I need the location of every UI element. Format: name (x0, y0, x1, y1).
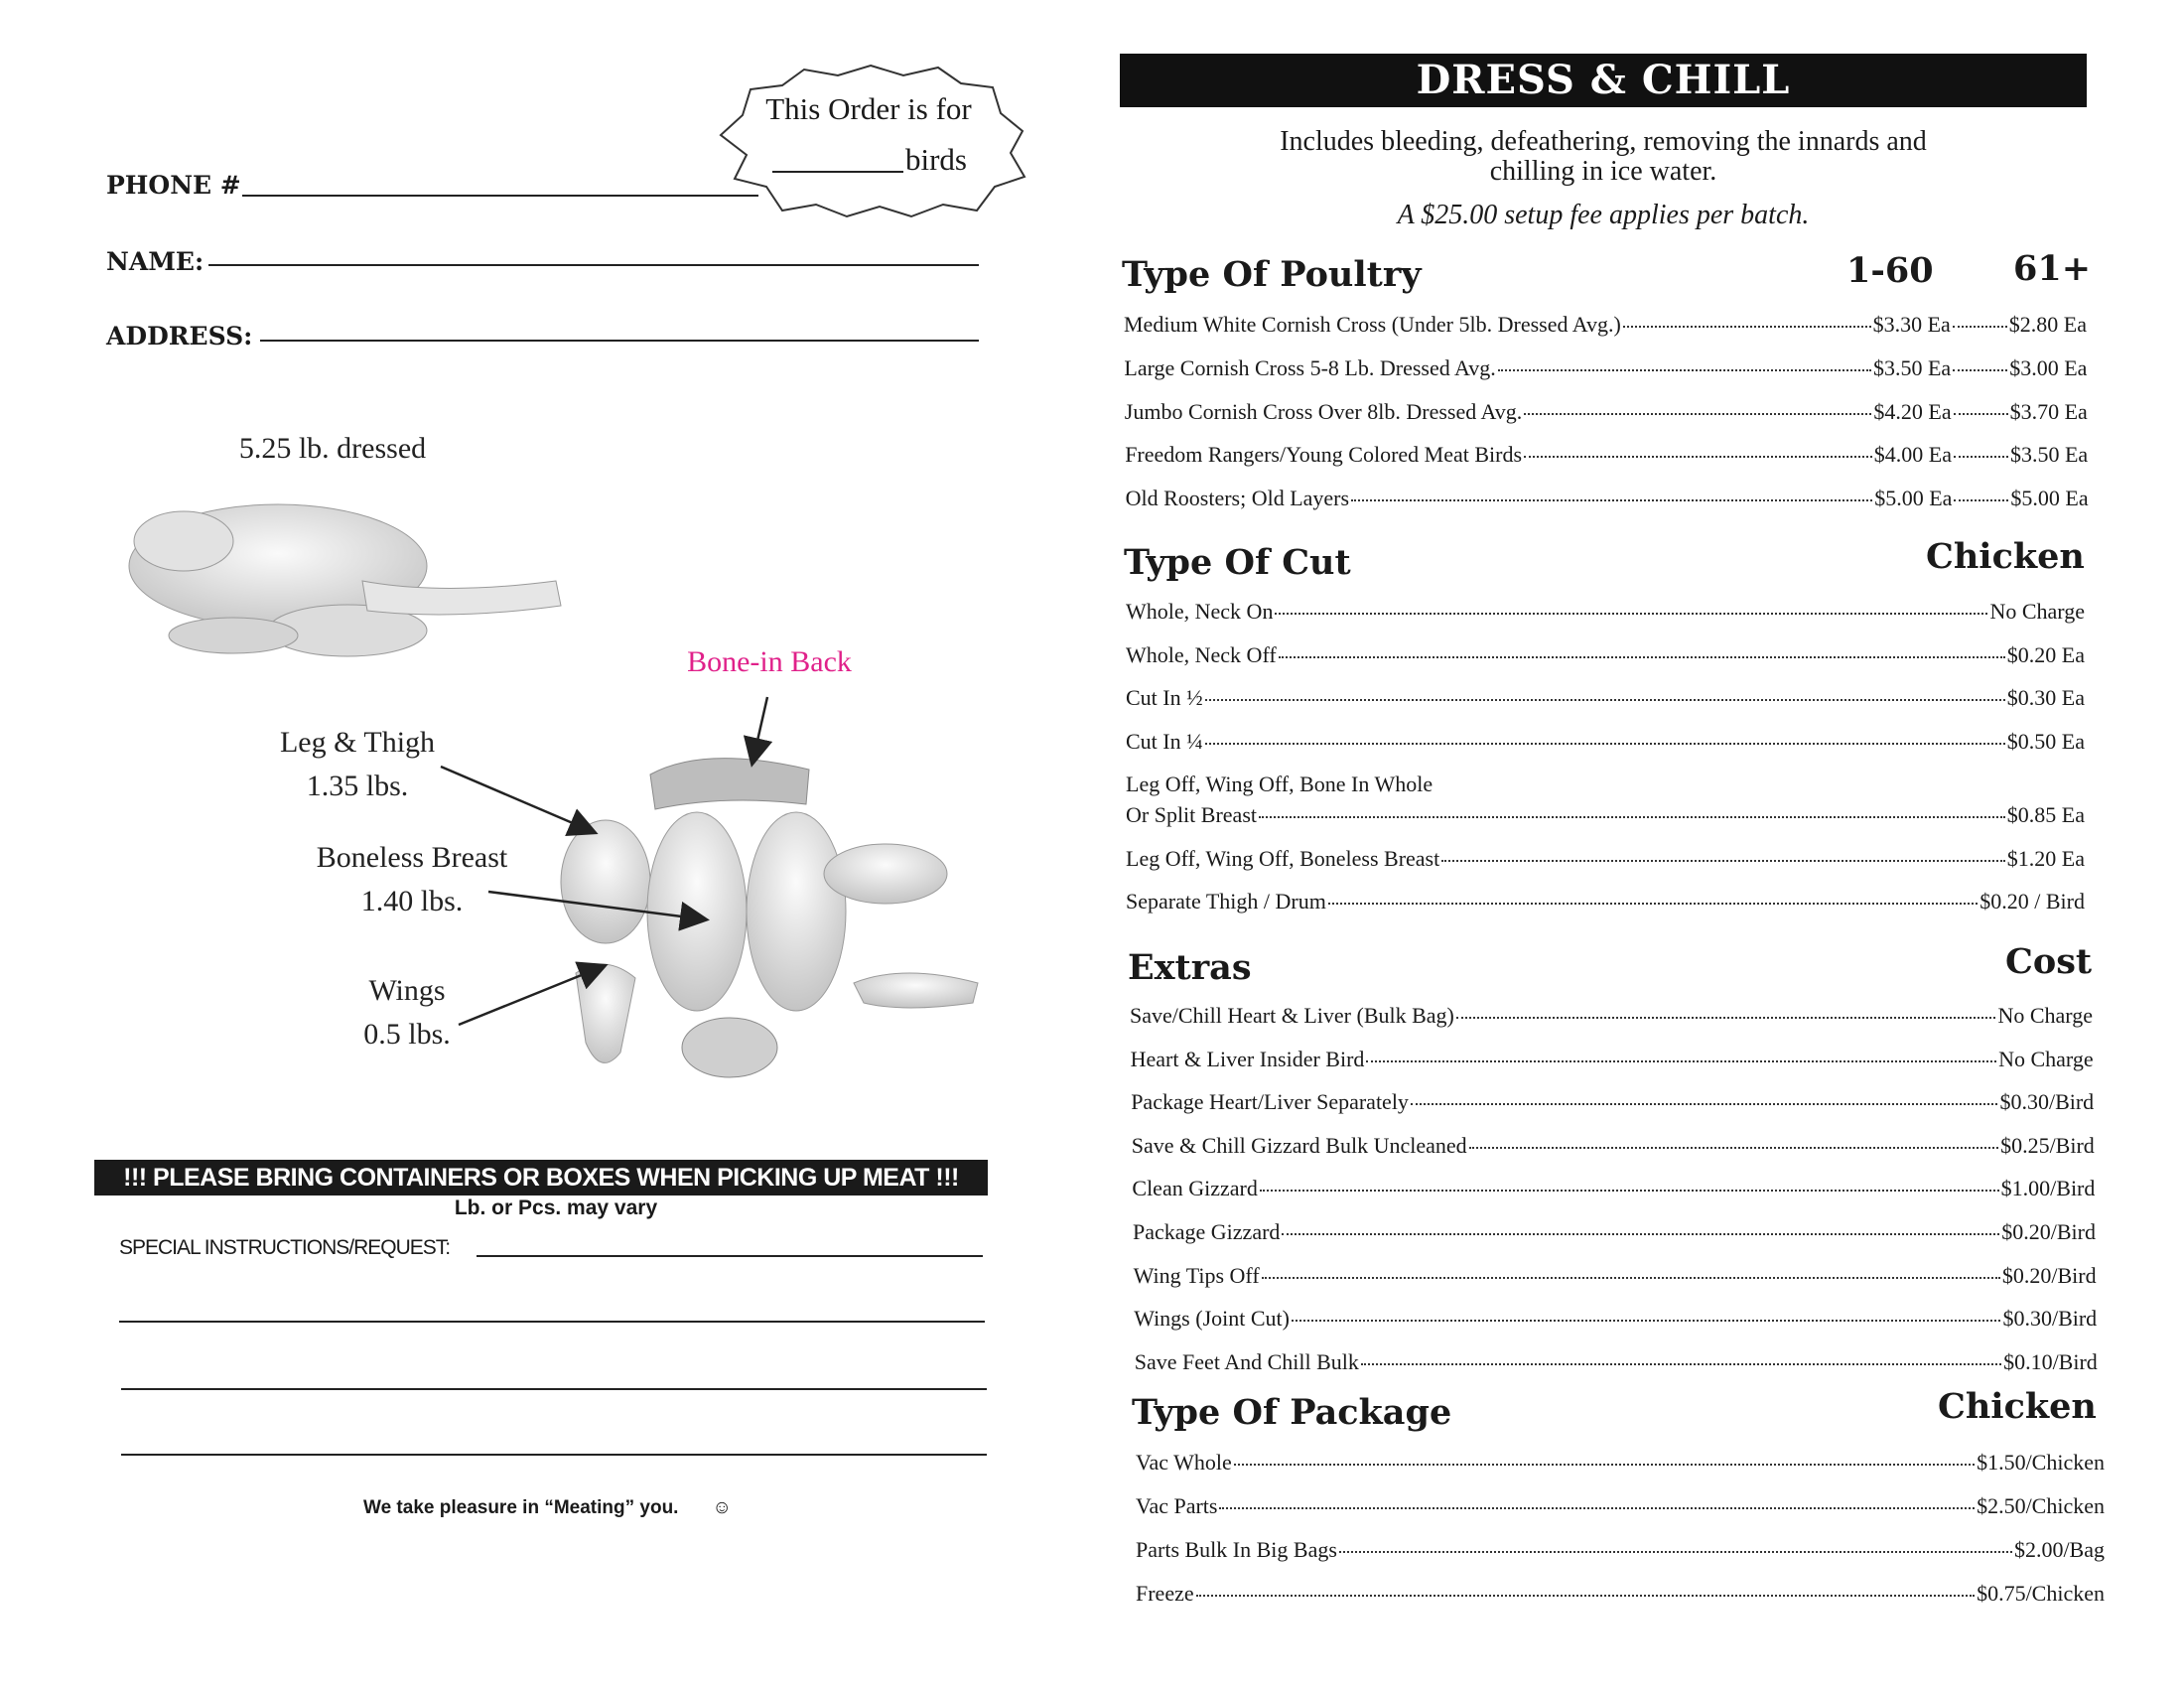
dot-leader (1456, 1017, 1996, 1019)
dot-leader (1441, 860, 2005, 862)
dot-leader (1524, 413, 1871, 415)
poultry-col-61-plus: 61+ (2013, 248, 2092, 289)
poultry-row (1126, 486, 2089, 511)
cut-row (1126, 729, 2085, 755)
dress-chill-title: DRESS & CHILL (1120, 54, 2087, 107)
poultry-price-61-plus: $3.70 Ea (2009, 399, 2088, 424)
dot-leader (1524, 456, 1872, 458)
cut-name: Cut In ¼ (1126, 729, 1203, 754)
package-row (1136, 1581, 2105, 1607)
name-label: NAME: (106, 247, 205, 276)
dot-leader (1259, 816, 2005, 818)
extras-heading: Extras (1128, 947, 1252, 988)
cut-price: $0.85 Ea (2006, 802, 2085, 827)
extra-name: Save & Chill Gizzard Bulk Uncleaned (1131, 1132, 1467, 1158)
dot-leader (1328, 903, 1978, 905)
bird-count-blank[interactable] (772, 171, 903, 173)
wings-label: Wings 0.5 lbs. (363, 974, 451, 1051)
dot-leader (1234, 1464, 1975, 1466)
whole-chicken-image (114, 487, 571, 685)
extra-price: No Charge (1998, 1046, 2094, 1071)
extra-price: $0.30/Bird (1999, 1089, 2095, 1115)
dot-leader (1498, 369, 1871, 371)
package-price: $2.00/Bag (2013, 1537, 2105, 1562)
cut-name: Whole, Neck On (1126, 599, 1274, 624)
dot-leader (1351, 499, 1872, 501)
extra-name: Wing Tips Off (1133, 1262, 1260, 1288)
poultry-price-61-plus: $5.00 Ea (2010, 486, 2089, 510)
extra-name: Clean Gizzard (1132, 1176, 1258, 1201)
package-name: Vac Whole (1136, 1450, 1232, 1475)
extra-row (1133, 1219, 2096, 1245)
dot-leader (1361, 1363, 2001, 1365)
dot-leader (1205, 699, 2005, 701)
package-col-chicken: Chicken (1938, 1386, 2097, 1427)
extra-row (1130, 1003, 2093, 1029)
dot-leader (1469, 1147, 1998, 1149)
address-field[interactable] (260, 340, 979, 342)
package-name: Freeze (1136, 1581, 1194, 1606)
containers-notice-banner: !!! PLEASE BRING CONTAINERS OR BOXES WHEN PICKING UP MEAT !!! (94, 1160, 988, 1196)
package-name: Vac Parts (1136, 1493, 1218, 1518)
dot-leader (1954, 413, 2008, 415)
special-instructions-label: SPECIAL INSTRUCTIONS/REQUEST: (119, 1236, 451, 1259)
extra-row (1135, 1349, 2098, 1375)
extra-price: $1.00/Bird (2000, 1176, 2096, 1201)
extra-price: No Charge (1997, 1003, 2093, 1028)
cut-row (1126, 599, 2085, 625)
name-field[interactable] (208, 264, 979, 266)
order-count-badge (713, 62, 1028, 220)
leg-thigh-label: Leg & Thigh 1.35 lbs. (279, 726, 436, 802)
package-row (1136, 1537, 2105, 1563)
dot-leader (1366, 1060, 1996, 1062)
badge-text-line1: This Order is for (765, 91, 972, 126)
special-instructions-line-3[interactable] (121, 1388, 987, 1390)
phone-field[interactable] (242, 195, 758, 197)
dot-leader (1196, 1595, 1975, 1597)
cut-price: No Charge (1989, 599, 2085, 624)
service-description: Includes bleeding, defeathering, removing the innards and chilling in ice water. (1280, 126, 1927, 187)
extra-name: Wings (Joint Cut) (1134, 1306, 1290, 1332)
cut-price: $0.50 Ea (2006, 729, 2085, 754)
extra-row (1134, 1306, 2097, 1332)
smiley-icon: ☺ (712, 1497, 732, 1518)
dot-leader (1953, 369, 2007, 371)
poultry-price-61-plus: $3.50 Ea (2009, 442, 2089, 467)
cut-name: Whole, Neck Off (1126, 642, 1277, 667)
cut-price: $1.20 Ea (2006, 846, 2085, 871)
dot-leader (1954, 499, 2008, 501)
cut-row (1126, 802, 2085, 828)
extra-row (1132, 1176, 2095, 1201)
cut-name: Or Split Breast (1126, 802, 1257, 827)
poultry-name: Large Cornish Cross 5-8 Lb. Dressed Avg. (1124, 355, 1496, 380)
breast-label: Boneless Breast 1.40 lbs. (316, 841, 508, 917)
extra-row (1131, 1047, 2094, 1072)
poultry-price-1-60: $3.30 Ea (1872, 312, 1951, 337)
phone-label: PHONE # (106, 171, 241, 200)
poultry-price-61-plus: $3.00 Ea (2009, 355, 2088, 380)
bone-in-back-label: Bone-in Back (687, 645, 852, 678)
poultry-heading: Type Of Poultry (1122, 254, 1422, 295)
cut-row (1126, 642, 2085, 668)
setup-fee-note: A $25.00 setup fee applies per batch. (1397, 200, 1810, 230)
package-price: $2.50/Chicken (1977, 1493, 2105, 1518)
cut-name: Cut In ½ (1126, 685, 1203, 710)
cut-price: $0.20 Ea (2006, 642, 2085, 667)
cut-price: $0.30 Ea (2006, 685, 2085, 710)
dot-leader (1282, 1233, 1999, 1235)
package-row (1136, 1450, 2105, 1476)
extra-price: $0.30/Bird (2002, 1306, 2098, 1332)
poultry-name: Old Roosters; Old Layers (1125, 486, 1350, 510)
dot-leader (1623, 326, 1871, 328)
dot-leader (1411, 1103, 1998, 1105)
poultry-name: Jumbo Cornish Cross Over 8lb. Dressed Avg. (1124, 399, 1523, 424)
cut-parts-image (437, 685, 993, 1092)
cut-row (1126, 846, 2085, 872)
package-heading: Type Of Package (1132, 1392, 1452, 1433)
poultry-name: Freedom Rangers/Young Colored Meat Birds (1125, 442, 1523, 467)
poultry-name: Medium White Cornish Cross (Under 5lb. Dressed Avg.) (1124, 312, 1621, 337)
cut-price: $0.20 / Bird (1979, 889, 2085, 914)
poultry-col-1-60: 1-60 (1846, 250, 1934, 291)
poultry-price-1-60: $4.20 Ea (1873, 399, 1952, 424)
poultry-row (1124, 355, 2087, 381)
package-name: Parts Bulk In Big Bags (1136, 1537, 1337, 1562)
extra-row (1131, 1089, 2094, 1115)
extra-price: $0.20/Bird (2001, 1262, 2097, 1288)
dot-leader (1339, 1551, 2012, 1553)
special-instructions-line-2[interactable] (119, 1321, 985, 1323)
dot-leader (1275, 613, 1987, 615)
extra-name: Save Feet And Chill Bulk (1134, 1348, 1359, 1374)
address-label: ADDRESS: (106, 322, 253, 351)
cut-col-chicken: Chicken (1926, 536, 2085, 577)
package-price: $0.75/Chicken (1977, 1581, 2105, 1606)
dot-leader (1954, 456, 2008, 458)
extra-row (1134, 1263, 2097, 1289)
extra-price: $0.20/Bird (2001, 1219, 2096, 1244)
package-price: $1.50/Chicken (1977, 1450, 2105, 1475)
special-instructions-line-1[interactable] (477, 1255, 983, 1257)
poultry-price-1-60: $5.00 Ea (1874, 486, 1953, 510)
dot-leader (1292, 1320, 2000, 1322)
poultry-price-61-plus: $2.80 Ea (2008, 312, 2087, 337)
cut-name: Separate Thigh / Drum (1126, 889, 1326, 914)
poultry-price-1-60: $3.50 Ea (1872, 355, 1952, 380)
weight-disclaimer: Lb. or Pcs. may vary (454, 1196, 658, 1219)
extra-name: Heart & Liver Insider Bird (1130, 1046, 1365, 1071)
extra-price: $0.25/Bird (2000, 1132, 2095, 1158)
poultry-row (1124, 312, 2087, 338)
special-instructions-line-4[interactable] (121, 1454, 987, 1456)
cut-name: Leg Off, Wing Off, Bone In Whole (1126, 772, 1433, 796)
dot-leader (1260, 1190, 1999, 1192)
cut-row (1126, 772, 2085, 797)
cut-heading: Type Of Cut (1124, 542, 1351, 583)
cut-row (1126, 685, 2085, 711)
poultry-price-1-60: $4.00 Ea (1873, 442, 1952, 467)
badge-text-line2: birds (905, 142, 967, 177)
extra-name: Package Gizzard (1133, 1219, 1281, 1244)
footer-tagline: We take pleasure in “Meating” you. ☺ (363, 1497, 732, 1518)
cut-row (1126, 889, 2085, 914)
poultry-row (1125, 442, 2088, 468)
extra-name: Package Heart/Liver Separately (1131, 1089, 1409, 1115)
extra-row (1132, 1133, 2095, 1159)
dot-leader (1219, 1507, 1975, 1509)
dot-leader (1205, 743, 2005, 745)
cut-name: Leg Off, Wing Off, Boneless Breast (1126, 846, 1440, 871)
extra-name: Save/Chill Heart & Liver (Bulk Bag) (1130, 1003, 1454, 1028)
whole-bird-weight: 5.25 lb. dressed (238, 432, 427, 465)
extra-price: $0.10/Bird (2003, 1348, 2098, 1374)
extras-col-cost: Cost (2005, 941, 2093, 982)
dot-leader (1953, 326, 2007, 328)
dot-leader (1262, 1277, 2000, 1279)
poultry-row (1125, 399, 2088, 425)
dot-leader (1279, 656, 2005, 658)
package-row (1136, 1493, 2105, 1519)
